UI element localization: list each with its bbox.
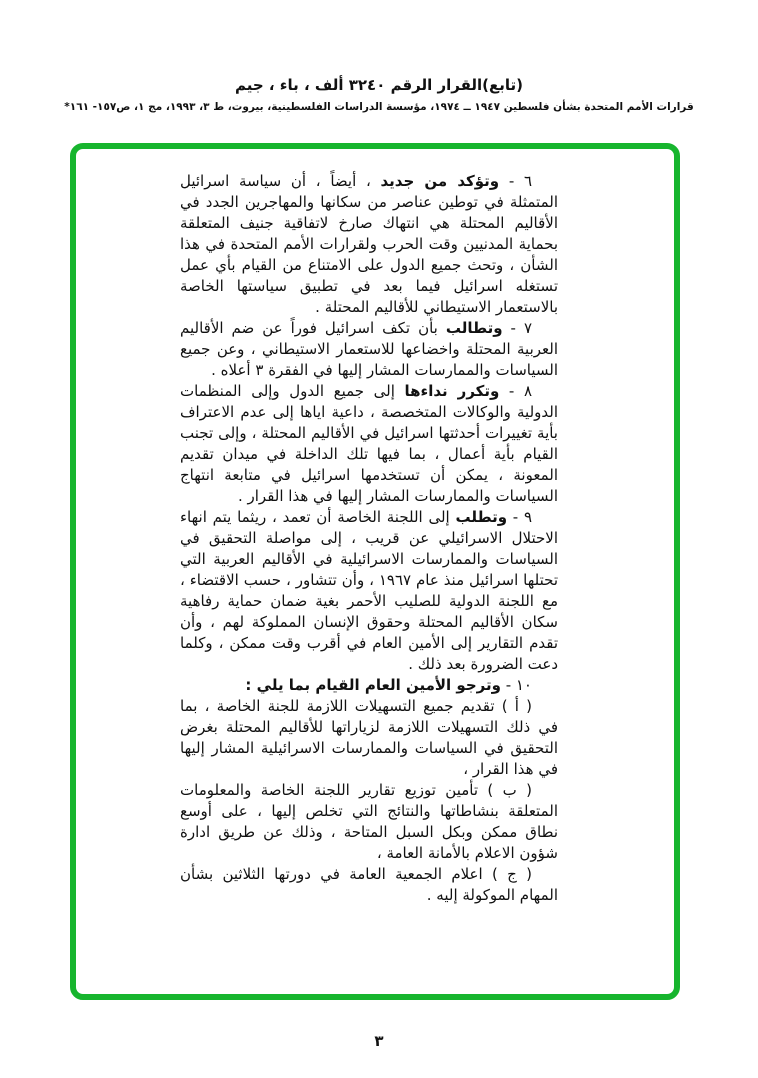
resolution-paragraph: ( ج ) اعلام الجمعية العامة في دورتها الثلاثين بشأن المهام الموكولة إليه . bbox=[180, 865, 558, 904]
paragraph-marker: ٧ - bbox=[502, 319, 533, 337]
green-frame bbox=[70, 143, 680, 1000]
paragraph-marker: ( أ ) bbox=[494, 697, 532, 715]
paragraph-lead: وترجو الأمين العام القيام بما يلي : bbox=[245, 676, 501, 694]
resolution-paragraph: ( أ ) تقديم جميع التسهيلات اللازمة للجنة الخاصة ، بما في ذلك التسهيلات اللازمة لزياراتها للأقاليم المحتلة بغرض التحقيق في السياسات والممارسات الاسرائيلية المشار إليها في هذا القرار ، bbox=[180, 697, 558, 778]
paragraph-lead: وتكرر نداءها bbox=[404, 382, 500, 400]
source-citation: قرارات الأمم المتحدة بشأن فلسطين ١٩٤٧ ــ ١٩٧٤، مؤسسة الدراسات الفلسطينية، بيروت، ط ٣، ١٩٩٣، مج ١، ص١٥٧- ١٦١* bbox=[64, 101, 694, 113]
page-header bbox=[0, 76, 758, 113]
resolution-paragraph: ٦ - وتؤكد من جديد ، أيضاً ، أن سياسة اسرائيل المتمثلة في توطين عناصر من سكانها والمهاجرين الجدد في الأقاليم المحتلة هي انتهاك صارخ لاتفاقية جنيف المتعلقة بحماية المدنيين وقت الحرب ولقرارات الأمم المتحدة في هذا الشأن ، وتحث جميع الدول على الامتناع من القيام بأي عمل تستغله اسرائيل فيما بعد في تطبيق سياستها الخاصة بالاستعمار الاستيطاني للأقاليم المحتلة . bbox=[180, 172, 558, 316]
resolution-paragraph: ( ب ) تأمين توزيع تقارير اللجنة الخاصة والمعلومات المتعلقة بنشاطاتها والنتائج التي تخلص إليها ، على أوسع نطاق ممكن وبكل السبل المتاحة ، وذلك عن طريق ادارة شؤون الاعلام بالأمانة العامة ، bbox=[180, 781, 558, 862]
paragraph-lead: وتؤكد من جديد bbox=[380, 172, 500, 190]
paragraph-marker: ٦ - bbox=[499, 172, 532, 190]
resolution-paragraph: ٨ - وتكرر نداءها إلى جميع الدول وإلى المنظمات الدولية والوكالات المتخصصة ، داعية اياها إلى عدم الاعتراف بأية تغييرات أحدثتها اسرائيل في الأقاليم المحتلة ، وإلى تجنب القيام بأية أعمال ، بما فيها تلك الداخلة في ميدان تقديم المعونة ، يمكن أن تستخدمها اسرائيل في متابعة انتهاج السياسات والممارسات المشار إليها في هذا القرار . bbox=[180, 382, 558, 505]
resolution-text bbox=[180, 171, 558, 906]
paragraph-marker: ( ب ) bbox=[478, 781, 532, 799]
paragraph-marker: ٩ - bbox=[507, 508, 533, 526]
resolution-paragraph bbox=[180, 675, 558, 696]
resolution-paragraph: ٩ - وتطلب إلى اللجنة الخاصة أن تعمد ، ريثما يتم انهاء الاحتلال الاسرائيلي عن قريب ، إلى مواصلة التحقيق في السياسات والممارسات الاسرائيلية في الأقاليم العربية التي تحتلها اسرائيل منذ عام ١٩٦٧ ، وأن تتشاور ، حسب الاقتضاء ، مع اللجنة الدولية للصليب الأحمر بغية ضمان حماية رفاهية سكان الأقاليم المحتلة وحقوق الإنسان المملوكة لهم ، وأن تقدم التقارير إلى الأمين العام في أقرب وقت ممكن ، وكلما دعت الضرورة بعد ذلك . bbox=[180, 508, 559, 673]
paragraph-marker: ( ج ) bbox=[482, 865, 532, 883]
paragraph-marker: ١٠ - bbox=[500, 676, 532, 694]
page-number: ٣ bbox=[374, 1032, 384, 1050]
paragraph-marker: ٨ - bbox=[499, 382, 532, 400]
resolution-title: (تابع)القرار الرقم ٣٢٤٠ ألف ، باء ، جيم bbox=[234, 76, 524, 94]
paragraph-lead: وتطالب bbox=[445, 319, 503, 337]
resolution-paragraph: ٧ - وتطالب بأن تكف اسرائيل فوراً عن ضم الأقاليم العربية المحتلة واخضاعها للاستعمار الاستيطاني ، وعن جميع السياسات والممارسات المشار إليها في الفقرة ٣ أعلاه . bbox=[180, 319, 558, 379]
paragraph-lead: وتطلب bbox=[455, 508, 508, 526]
